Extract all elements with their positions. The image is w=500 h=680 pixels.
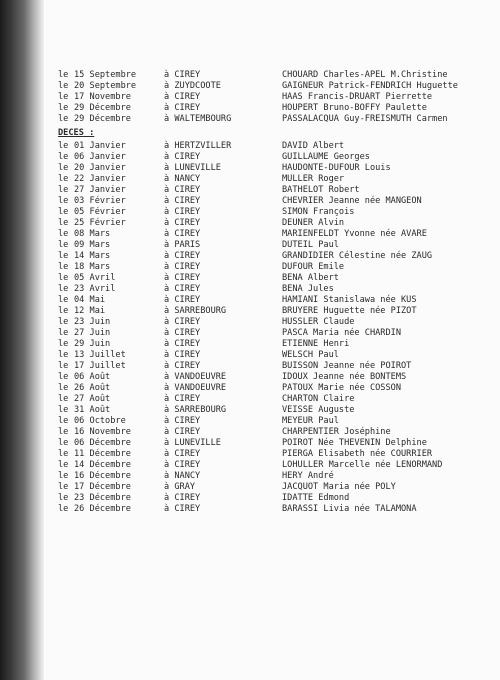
entry-names: DUTEIL Paul [282,240,339,250]
register-entry [58,471,478,482]
register-entry [58,240,478,251]
entry-location: à CIREY [164,361,201,371]
entry-names: LOHULLER Marcelle née LENORMAND [282,460,443,470]
entry-date: 11 Décembre [74,449,131,459]
entry-names: HERY André [282,471,334,481]
entry-prefix: le [58,114,69,124]
entry-location: à SARREBOURG [164,405,227,415]
entry-location: à LUNEVILLE [164,163,221,173]
entry-location: à SARREBOURG [164,306,227,316]
entry-prefix: le [58,427,69,437]
entry-prefix: le [58,328,69,338]
register-entry [58,251,478,262]
entry-names: ETIENNE Henri [282,339,350,349]
entry-location: à CIREY [164,504,201,514]
entry-names: HUSSLER Claude [282,317,355,327]
register-entry [58,114,478,125]
entry-location: à CIREY [164,196,201,206]
entry-names: BENA Albert [282,273,339,283]
entry-date: 06 Août [74,372,111,382]
entry-location: à PARIS [164,240,201,250]
entry-names: CHARTON Claire [282,394,355,404]
entry-names: IDATTE Edmond [282,493,350,503]
entry-names: DUFOUR Emile [282,262,345,272]
register-entry [58,328,478,339]
entry-prefix: le [58,383,69,393]
deces-heading-colon: : [89,128,95,138]
deces-heading-label: DECES [58,128,84,138]
entry-prefix: le [58,372,69,382]
deces-heading [58,128,478,139]
register-entry [58,229,478,240]
entry-location: à CIREY [164,207,201,217]
entry-names: MULLER Roger [282,174,345,184]
entry-date: 16 Novembre [74,427,131,437]
entry-date: 27 Juin [74,328,111,338]
entry-names: CHEVRIER Jeanne née MANGEON [282,196,422,206]
entry-location: à VANDOEUVRE [164,383,227,393]
entry-prefix: le [58,185,69,195]
entry-prefix: le [58,207,69,217]
entry-prefix: le [58,251,69,261]
entry-names: BENA Jules [282,284,334,294]
entry-prefix: le [58,262,69,272]
entry-names: IDOUX Jeanne née BONTEMS [282,372,407,382]
deces-list [58,141,478,515]
entry-location: à CIREY [164,251,201,261]
entry-date: 23 Juin [74,317,111,327]
entry-names: PATOUX Marie née COSSON [282,383,401,393]
entry-names: HOUPERT Bruno-BOFFY Paulette [282,103,427,113]
entry-location: à CIREY [164,262,201,272]
entry-date: 17 Décembre [74,482,131,492]
entry-location: à CIREY [164,427,201,437]
register-entry [58,196,478,207]
entry-location: à CIREY [164,229,201,239]
entry-names: PASSALACQUA Guy-FREISMUTH Carmen [282,114,448,124]
entry-date: 05 Avril [74,273,116,283]
entry-prefix: le [58,438,69,448]
entry-names: DAVID Albert [282,141,345,151]
entry-prefix: le [58,350,69,360]
entry-prefix: le [58,174,69,184]
register-listing [58,70,478,515]
entry-date: 22 Janvier [74,174,126,184]
entry-names: HAMIANI Stanislawa née KUS [282,295,417,305]
register-entry [58,295,478,306]
entry-prefix: le [58,339,69,349]
entry-location: à CIREY [164,295,201,305]
register-entry [58,383,478,394]
register-entry [58,482,478,493]
entry-prefix: le [58,141,69,151]
entry-names: MARIENFELDT Yvonne née AVARE [282,229,427,239]
entry-prefix: le [58,416,69,426]
entry-date: 14 Mars [74,251,111,261]
entry-date: 05 Février [74,207,126,217]
entry-prefix: le [58,471,69,481]
entry-location: à CIREY [164,70,201,80]
register-entry [58,361,478,372]
entry-prefix: le [58,504,69,514]
register-entry [58,218,478,229]
entry-prefix: le [58,70,69,80]
entry-location: à WALTEMBOURG [164,114,232,124]
register-entry [58,339,478,350]
register-entry [58,427,478,438]
entry-date: 23 Avril [74,284,116,294]
entry-names: HAAS Francis-DRUART Pierrette [282,92,433,102]
entry-location: à CIREY [164,185,201,195]
register-entry [58,372,478,383]
entry-location: à GRAY [164,482,196,492]
register-entry [58,394,478,405]
register-entry [58,70,478,81]
entry-location: à NANCY [164,174,201,184]
entry-location: à CIREY [164,460,201,470]
register-entry [58,449,478,460]
entry-date: 17 Novembre [74,92,131,102]
entry-date: 20 Janvier [74,163,126,173]
entry-names: VEISSE Auguste [282,405,355,415]
entry-date: 15 Septembre [74,70,137,80]
register-entry [58,493,478,504]
entry-date: 23 Décembre [74,493,131,503]
entry-names: PASCA Maria née CHARDIN [282,328,401,338]
entry-names: SIMON François [282,207,355,217]
entry-prefix: le [58,218,69,228]
entry-names: BATHELOT Robert [282,185,360,195]
entry-prefix: le [58,103,69,113]
entry-prefix: le [58,229,69,239]
entry-prefix: le [58,405,69,415]
entry-location: à CIREY [164,152,201,162]
entry-prefix: le [58,493,69,503]
entry-prefix: le [58,196,69,206]
entry-date: 08 Mars [74,229,111,239]
entry-date: 29 Décembre [74,103,131,113]
entry-names: GRANDIDIER Célestine née ZAUG [282,251,433,261]
entry-date: 17 Juillet [74,361,126,371]
entry-location: à CIREY [164,416,201,426]
entry-names: JACQUOT Maria née POLY [282,482,396,492]
entry-date: 20 Septembre [74,81,137,91]
entry-date: 04 Mai [74,295,106,305]
register-entry [58,262,478,273]
register-entry [58,504,478,515]
register-entry [58,92,478,103]
entry-names: CHOUARD Charles-APEL M.Christine [282,70,448,80]
entry-prefix: le [58,152,69,162]
entry-date: 27 Janvier [74,185,126,195]
entry-prefix: le [58,449,69,459]
entry-location: à CIREY [164,350,201,360]
naissances-list [58,70,478,125]
entry-names: HAUDONTE-DUFOUR Louis [282,163,391,173]
register-entry [58,416,478,427]
register-entry [58,207,478,218]
register-entry [58,81,478,92]
entry-date: 13 Juillet [74,350,126,360]
entry-date: 09 Mars [74,240,111,250]
entry-names: PIERGA Elisabeth née COURRIER [282,449,433,459]
register-entry [58,284,478,295]
register-entry [58,317,478,328]
entry-location: à CIREY [164,317,201,327]
entry-location: à CIREY [164,284,201,294]
entry-date: 29 Juin [74,339,111,349]
entry-names: BUISSON Jeanne née POIROT [282,361,412,371]
entry-date: 14 Décembre [74,460,131,470]
entry-location: à CIREY [164,328,201,338]
register-entry [58,405,478,416]
entry-prefix: le [58,273,69,283]
entry-location: à VANDOEUVRE [164,372,227,382]
entry-prefix: le [58,295,69,305]
entry-names: BRUYERE Huguette née PIZOT [282,306,417,316]
entry-location: à CIREY [164,273,201,283]
entry-prefix: le [58,460,69,470]
entry-prefix: le [58,361,69,371]
entry-date: 06 Décembre [74,438,131,448]
entry-prefix: le [58,306,69,316]
register-entry [58,174,478,185]
entry-names: WELSCH Paul [282,350,339,360]
entry-date: 25 Février [74,218,126,228]
entry-names: GAIGNEUR Patrick-FENDRICH Huguette [282,81,458,91]
entry-prefix: le [58,482,69,492]
register-entry [58,103,478,114]
entry-prefix: le [58,163,69,173]
entry-location: à CIREY [164,449,201,459]
entry-date: 01 Janvier [74,141,126,151]
entry-location: à HERTZVILLER [164,141,232,151]
entry-prefix: le [58,81,69,91]
entry-date: 12 Mai [74,306,106,316]
entry-location: à CIREY [164,103,201,113]
entry-date: 26 Août [74,383,111,393]
register-entry [58,185,478,196]
entry-date: 16 Décembre [74,471,131,481]
entry-location: à LUNEVILLE [164,438,221,448]
register-entry [58,438,478,449]
register-entry [58,460,478,471]
entry-date: 06 Octobre [74,416,126,426]
entry-date: 18 Mars [74,262,111,272]
entry-location: à CIREY [164,493,201,503]
entry-date: 03 Février [74,196,126,206]
entry-names: MEYEUR Paul [282,416,339,426]
register-entry [58,163,478,174]
entry-location: à CIREY [164,394,201,404]
entry-names: POIROT Née THEVENIN Delphine [282,438,427,448]
entry-names: CHARPENTIER Joséphine [282,427,391,437]
register-entry [58,141,478,152]
entry-date: 31 Août [74,405,111,415]
entry-location: à CIREY [164,339,201,349]
register-entry [58,273,478,284]
entry-names: GUILLAUME Georges [282,152,370,162]
entry-names: DEUNER Alvin [282,218,345,228]
entry-prefix: le [58,240,69,250]
entry-location: à CIREY [164,218,201,228]
entry-prefix: le [58,394,69,404]
entry-prefix: le [58,284,69,294]
register-entry [58,306,478,317]
entry-names: BARASSI Livia née TALAMONA [282,504,417,514]
book-binding-shadow [0,0,44,680]
entry-date: 26 Décembre [74,504,131,514]
entry-date: 29 Décembre [74,114,131,124]
entry-location: à NANCY [164,471,201,481]
entry-prefix: le [58,92,69,102]
register-entry [58,350,478,361]
register-entry [58,152,478,163]
entry-prefix: le [58,317,69,327]
entry-location: à CIREY [164,92,201,102]
entry-date: 27 Août [74,394,111,404]
entry-location: à ZUYDCOOTE [164,81,221,91]
entry-date: 06 Janvier [74,152,126,162]
